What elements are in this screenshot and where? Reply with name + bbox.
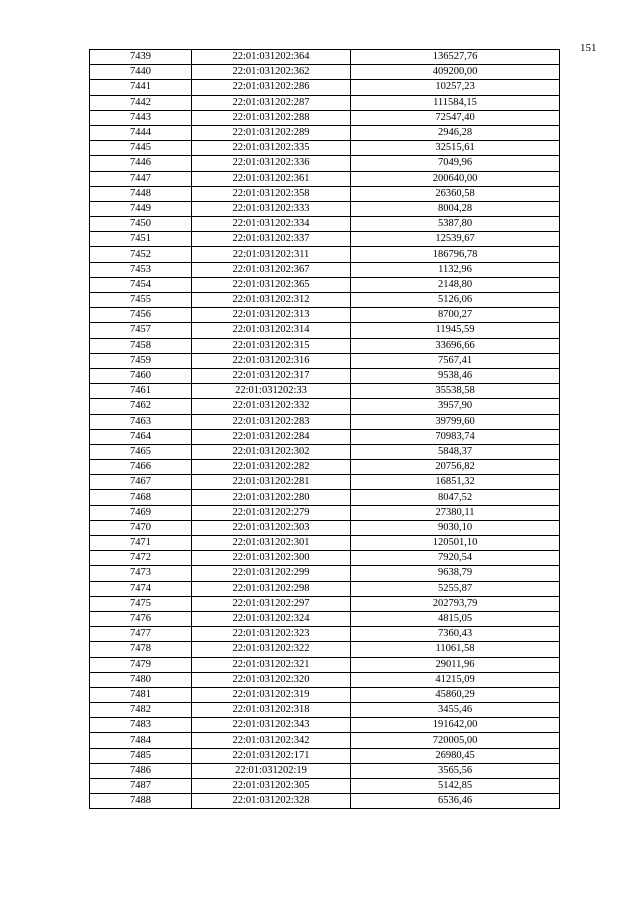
row-number-cell: 7456 bbox=[90, 308, 192, 323]
row-number-cell: 7439 bbox=[90, 50, 192, 65]
cadastral-number-cell: 22:01:031202:19 bbox=[192, 763, 351, 778]
cadastral-number-cell: 22:01:031202:315 bbox=[192, 338, 351, 353]
cadastral-number-cell: 22:01:031202:323 bbox=[192, 627, 351, 642]
value-cell: 16851,32 bbox=[351, 475, 560, 490]
cadastral-number-cell: 22:01:031202:284 bbox=[192, 429, 351, 444]
table-row bbox=[90, 581, 560, 596]
table-row bbox=[90, 566, 560, 581]
table-row bbox=[90, 596, 560, 611]
row-number-cell: 7470 bbox=[90, 520, 192, 535]
value-cell: 8700,27 bbox=[351, 308, 560, 323]
cadastral-number-cell: 22:01:031202:343 bbox=[192, 718, 351, 733]
row-number-cell: 7476 bbox=[90, 611, 192, 626]
table-row bbox=[90, 110, 560, 125]
cadastral-number-cell: 22:01:031202:367 bbox=[192, 262, 351, 277]
table-row bbox=[90, 217, 560, 232]
table-row bbox=[90, 611, 560, 626]
value-cell: 4815,05 bbox=[351, 611, 560, 626]
value-cell: 5255,87 bbox=[351, 581, 560, 596]
value-cell: 9538,46 bbox=[351, 368, 560, 383]
table-row bbox=[90, 657, 560, 672]
cadastral-number-cell: 22:01:031202:287 bbox=[192, 95, 351, 110]
cadastral-number-cell: 22:01:031202:320 bbox=[192, 672, 351, 687]
cadastral-number-cell: 22:01:031202:311 bbox=[192, 247, 351, 262]
value-cell: 45860,29 bbox=[351, 687, 560, 702]
table-row bbox=[90, 748, 560, 763]
value-cell: 3565,56 bbox=[351, 763, 560, 778]
row-number-cell: 7448 bbox=[90, 186, 192, 201]
table-row bbox=[90, 262, 560, 277]
row-number-cell: 7446 bbox=[90, 156, 192, 171]
row-number-cell: 7475 bbox=[90, 596, 192, 611]
table-row bbox=[90, 247, 560, 262]
row-number-cell: 7483 bbox=[90, 718, 192, 733]
row-number-cell: 7455 bbox=[90, 293, 192, 308]
cadastral-number-cell: 22:01:031202:297 bbox=[192, 596, 351, 611]
row-number-cell: 7451 bbox=[90, 232, 192, 247]
cadastral-number-cell: 22:01:031202:337 bbox=[192, 232, 351, 247]
table-row bbox=[90, 293, 560, 308]
table-row bbox=[90, 50, 560, 65]
value-cell: 12539,67 bbox=[351, 232, 560, 247]
value-cell: 202793,79 bbox=[351, 596, 560, 611]
table-row bbox=[90, 536, 560, 551]
table-row bbox=[90, 399, 560, 414]
row-number-cell: 7484 bbox=[90, 733, 192, 748]
value-cell: 20756,82 bbox=[351, 460, 560, 475]
table-row bbox=[90, 551, 560, 566]
table-row bbox=[90, 186, 560, 201]
value-cell: 35538,58 bbox=[351, 384, 560, 399]
row-number-cell: 7443 bbox=[90, 110, 192, 125]
row-number-cell: 7473 bbox=[90, 566, 192, 581]
row-number-cell: 7452 bbox=[90, 247, 192, 262]
cadastral-number-cell: 22:01:031202:298 bbox=[192, 581, 351, 596]
table-row bbox=[90, 703, 560, 718]
row-number-cell: 7477 bbox=[90, 627, 192, 642]
row-number-cell: 7482 bbox=[90, 703, 192, 718]
table-row bbox=[90, 171, 560, 186]
cadastral-number-cell: 22:01:031202:318 bbox=[192, 703, 351, 718]
value-cell: 72547,40 bbox=[351, 110, 560, 125]
value-cell: 2148,80 bbox=[351, 277, 560, 292]
cadastral-number-cell: 22:01:031202:316 bbox=[192, 353, 351, 368]
table-row bbox=[90, 490, 560, 505]
cadastral-number-cell: 22:01:031202:322 bbox=[192, 642, 351, 657]
value-cell: 1132,96 bbox=[351, 262, 560, 277]
row-number-cell: 7453 bbox=[90, 262, 192, 277]
table-row bbox=[90, 627, 560, 642]
table-body bbox=[90, 50, 560, 809]
cadastral-number-cell: 22:01:031202:171 bbox=[192, 748, 351, 763]
table-row bbox=[90, 429, 560, 444]
row-number-cell: 7441 bbox=[90, 80, 192, 95]
row-number-cell: 7485 bbox=[90, 748, 192, 763]
cadastral-number-cell: 22:01:031202:282 bbox=[192, 460, 351, 475]
cadastral-number-cell: 22:01:031202:328 bbox=[192, 794, 351, 809]
table-row bbox=[90, 444, 560, 459]
value-cell: 29011,96 bbox=[351, 657, 560, 672]
table-row bbox=[90, 642, 560, 657]
row-number-cell: 7462 bbox=[90, 399, 192, 414]
row-number-cell: 7468 bbox=[90, 490, 192, 505]
value-cell: 70983,74 bbox=[351, 429, 560, 444]
cadastral-number-cell: 22:01:031202:365 bbox=[192, 277, 351, 292]
value-cell: 7360,43 bbox=[351, 627, 560, 642]
value-cell: 409200,00 bbox=[351, 65, 560, 80]
value-cell: 120501,10 bbox=[351, 536, 560, 551]
cadastral-number-cell: 22:01:031202:324 bbox=[192, 611, 351, 626]
row-number-cell: 7469 bbox=[90, 505, 192, 520]
cadastral-number-cell: 22:01:031202:301 bbox=[192, 536, 351, 551]
cadastral-number-cell: 22:01:031202:313 bbox=[192, 308, 351, 323]
value-cell: 7049,96 bbox=[351, 156, 560, 171]
cadastral-number-cell: 22:01:031202:362 bbox=[192, 65, 351, 80]
value-cell: 5142,85 bbox=[351, 779, 560, 794]
row-number-cell: 7478 bbox=[90, 642, 192, 657]
cadastral-number-cell: 22:01:031202:335 bbox=[192, 141, 351, 156]
value-cell: 26980,45 bbox=[351, 748, 560, 763]
page-number: 151 bbox=[580, 42, 597, 54]
table-row bbox=[90, 520, 560, 535]
cadastral-number-cell: 22:01:031202:300 bbox=[192, 551, 351, 566]
table-row bbox=[90, 505, 560, 520]
row-number-cell: 7474 bbox=[90, 581, 192, 596]
table-row bbox=[90, 95, 560, 110]
row-number-cell: 7442 bbox=[90, 95, 192, 110]
table-row bbox=[90, 475, 560, 490]
value-cell: 2946,28 bbox=[351, 125, 560, 140]
table-row bbox=[90, 232, 560, 247]
row-number-cell: 7464 bbox=[90, 429, 192, 444]
value-cell: 26360,58 bbox=[351, 186, 560, 201]
cadastral-number-cell: 22:01:031202:288 bbox=[192, 110, 351, 125]
value-cell: 11061,58 bbox=[351, 642, 560, 657]
cadastral-number-cell: 22:01:031202:317 bbox=[192, 368, 351, 383]
cadastral-number-cell: 22:01:031202:334 bbox=[192, 217, 351, 232]
value-cell: 41215,09 bbox=[351, 672, 560, 687]
value-cell: 7920,54 bbox=[351, 551, 560, 566]
table-row bbox=[90, 384, 560, 399]
row-number-cell: 7454 bbox=[90, 277, 192, 292]
table-row bbox=[90, 779, 560, 794]
cadastral-number-cell: 22:01:031202:332 bbox=[192, 399, 351, 414]
value-cell: 136527,76 bbox=[351, 50, 560, 65]
row-number-cell: 7488 bbox=[90, 794, 192, 809]
value-cell: 3957,90 bbox=[351, 399, 560, 414]
cadastral-number-cell: 22:01:031202:342 bbox=[192, 733, 351, 748]
table-row bbox=[90, 687, 560, 702]
row-number-cell: 7444 bbox=[90, 125, 192, 140]
cadastral-number-cell: 22:01:031202:333 bbox=[192, 201, 351, 216]
table-row bbox=[90, 718, 560, 733]
row-number-cell: 7458 bbox=[90, 338, 192, 353]
cadastral-number-cell: 22:01:031202:281 bbox=[192, 475, 351, 490]
data-table bbox=[89, 49, 560, 809]
cadastral-number-cell: 22:01:031202:283 bbox=[192, 414, 351, 429]
row-number-cell: 7440 bbox=[90, 65, 192, 80]
cadastral-number-cell: 22:01:031202:303 bbox=[192, 520, 351, 535]
cadastral-number-cell: 22:01:031202:336 bbox=[192, 156, 351, 171]
value-cell: 9030,10 bbox=[351, 520, 560, 535]
row-number-cell: 7449 bbox=[90, 201, 192, 216]
table-row bbox=[90, 763, 560, 778]
value-cell: 111584,15 bbox=[351, 95, 560, 110]
cadastral-number-cell: 22:01:031202:358 bbox=[192, 186, 351, 201]
cadastral-number-cell: 22:01:031202:319 bbox=[192, 687, 351, 702]
cadastral-number-cell: 22:01:031202:33 bbox=[192, 384, 351, 399]
value-cell: 8004,28 bbox=[351, 201, 560, 216]
cadastral-number-cell: 22:01:031202:299 bbox=[192, 566, 351, 581]
cadastral-number-cell: 22:01:031202:321 bbox=[192, 657, 351, 672]
value-cell: 720005,00 bbox=[351, 733, 560, 748]
row-number-cell: 7486 bbox=[90, 763, 192, 778]
cadastral-number-cell: 22:01:031202:364 bbox=[192, 50, 351, 65]
table-row bbox=[90, 141, 560, 156]
value-cell: 7567,41 bbox=[351, 353, 560, 368]
table-row bbox=[90, 308, 560, 323]
table-row bbox=[90, 65, 560, 80]
value-cell: 3455,46 bbox=[351, 703, 560, 718]
row-number-cell: 7472 bbox=[90, 551, 192, 566]
cadastral-number-cell: 22:01:031202:302 bbox=[192, 444, 351, 459]
value-cell: 5387,80 bbox=[351, 217, 560, 232]
row-number-cell: 7479 bbox=[90, 657, 192, 672]
value-cell: 33696,66 bbox=[351, 338, 560, 353]
table-row bbox=[90, 201, 560, 216]
table-row bbox=[90, 794, 560, 809]
cadastral-number-cell: 22:01:031202:305 bbox=[192, 779, 351, 794]
cadastral-number-cell: 22:01:031202:314 bbox=[192, 323, 351, 338]
value-cell: 200640,00 bbox=[351, 171, 560, 186]
table-row bbox=[90, 125, 560, 140]
table-row bbox=[90, 353, 560, 368]
row-number-cell: 7450 bbox=[90, 217, 192, 232]
row-number-cell: 7487 bbox=[90, 779, 192, 794]
value-cell: 39799,60 bbox=[351, 414, 560, 429]
row-number-cell: 7466 bbox=[90, 460, 192, 475]
row-number-cell: 7457 bbox=[90, 323, 192, 338]
row-number-cell: 7445 bbox=[90, 141, 192, 156]
table-row bbox=[90, 277, 560, 292]
value-cell: 11945,59 bbox=[351, 323, 560, 338]
value-cell: 5848,37 bbox=[351, 444, 560, 459]
row-number-cell: 7467 bbox=[90, 475, 192, 490]
table-row bbox=[90, 672, 560, 687]
row-number-cell: 7461 bbox=[90, 384, 192, 399]
row-number-cell: 7480 bbox=[90, 672, 192, 687]
value-cell: 9638,79 bbox=[351, 566, 560, 581]
value-cell: 27380,11 bbox=[351, 505, 560, 520]
row-number-cell: 7465 bbox=[90, 444, 192, 459]
value-cell: 5126,06 bbox=[351, 293, 560, 308]
row-number-cell: 7471 bbox=[90, 536, 192, 551]
table-row bbox=[90, 323, 560, 338]
row-number-cell: 7463 bbox=[90, 414, 192, 429]
table-row bbox=[90, 460, 560, 475]
value-cell: 6536,46 bbox=[351, 794, 560, 809]
cadastral-number-cell: 22:01:031202:279 bbox=[192, 505, 351, 520]
cadastral-number-cell: 22:01:031202:286 bbox=[192, 80, 351, 95]
value-cell: 191642,00 bbox=[351, 718, 560, 733]
row-number-cell: 7460 bbox=[90, 368, 192, 383]
row-number-cell: 7481 bbox=[90, 687, 192, 702]
row-number-cell: 7447 bbox=[90, 171, 192, 186]
table-row bbox=[90, 80, 560, 95]
table-row bbox=[90, 733, 560, 748]
cadastral-number-cell: 22:01:031202:289 bbox=[192, 125, 351, 140]
table-row bbox=[90, 338, 560, 353]
value-cell: 186796,78 bbox=[351, 247, 560, 262]
table-row bbox=[90, 414, 560, 429]
row-number-cell: 7459 bbox=[90, 353, 192, 368]
value-cell: 8047,52 bbox=[351, 490, 560, 505]
table-row bbox=[90, 156, 560, 171]
cadastral-number-cell: 22:01:031202:312 bbox=[192, 293, 351, 308]
cadastral-number-cell: 22:01:031202:280 bbox=[192, 490, 351, 505]
cadastral-number-cell: 22:01:031202:361 bbox=[192, 171, 351, 186]
table-row bbox=[90, 368, 560, 383]
value-cell: 32515,61 bbox=[351, 141, 560, 156]
value-cell: 10257,23 bbox=[351, 80, 560, 95]
